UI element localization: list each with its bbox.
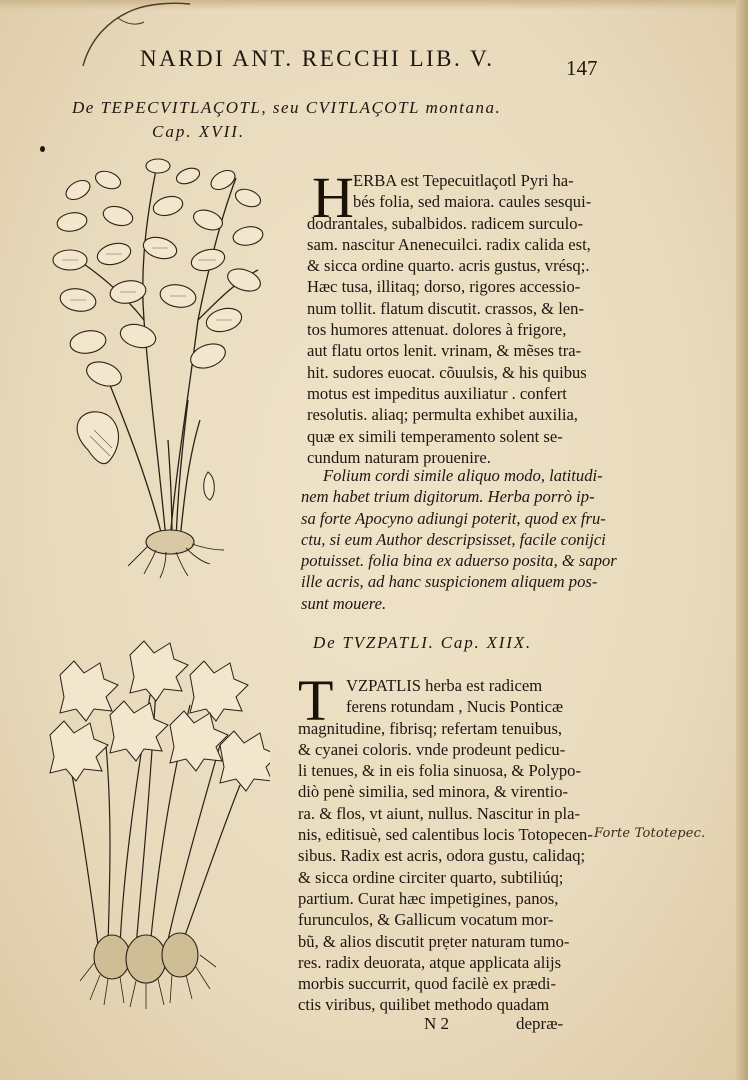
text-line: ERBA est Tepecuitlaçotl Pyri ha-	[353, 171, 574, 190]
chapter-1-title: De TEPECVITLAÇOTL, seu CVITLAÇOTL montana.	[72, 98, 502, 117]
page-right-edge	[736, 0, 748, 1080]
text-line: cundum naturam prouenire.	[307, 447, 491, 467]
text-line: sibus. Radix est acris, odora gustu, calidaq;	[298, 846, 586, 866]
text-line: res. radix deuorata, atque applicata alijs	[298, 952, 562, 972]
text-line: ctu, si eum Author descripsisset, facile conijci	[301, 529, 606, 549]
chapter-1-body	[307, 213, 591, 469]
chapter-1-dropcap: H	[312, 165, 354, 230]
text-line: partium. Curat hæc impetigines, panos,	[298, 888, 559, 908]
chapter-2-body-indented	[346, 675, 563, 718]
ink-dot	[40, 146, 45, 152]
text-line: & sicca ordine quarto. acris gustus, vrésq;.	[307, 256, 590, 276]
text-line: li tenues, & in eis folia sinuosa, & Polypo-	[298, 761, 581, 781]
page-number: 147	[566, 56, 598, 80]
chapter-2-body	[298, 718, 593, 1016]
text-line: hit. sudores euocat. cõuulsis, & his quibus	[307, 362, 587, 382]
chapter-2-title: De TVZPATLI. Cap. XIIX.	[313, 633, 532, 652]
text-line: dodrantales, subalbidos. radicem surculo-	[307, 213, 584, 233]
text-line: bũ, & alios discutit prẹter naturam tumo-	[298, 931, 570, 951]
text-line: Folium cordi simile aliquo modo, latitudi-	[323, 466, 603, 485]
text-line: resolutis. aliaq; permulta exhibet auxilia,	[307, 405, 578, 425]
text-line: bés folia, sed maiora. caules sesqui-	[353, 192, 592, 212]
text-line: quæ ex simili temperamento solent se-	[307, 426, 563, 446]
text-line: ctis viribus, quilibet methodo quadam	[298, 995, 550, 1015]
text-line: sunt mouere.	[301, 593, 387, 613]
chapter-1-body-indented	[353, 170, 591, 213]
text-line: sam. nascitur Anenecuilci. radix calida est,	[307, 234, 591, 254]
running-title: NARDI ANT. RECCHI LIB. V.	[140, 46, 495, 71]
text-line: ille acris, ad hanc suspicionem aliquem pos-	[301, 572, 598, 592]
text-line: num tollit. flatum discutit. crassos, & len-	[307, 298, 584, 318]
text-line: nis, editisuè, sed calentibus locis Totopecen-	[298, 825, 593, 845]
chapter-1-commentary	[301, 465, 617, 614]
text-line: & sicca ordine circiter quarto, subtiliúq;	[298, 867, 564, 887]
woodcut-plant-bottom-illustration	[40, 615, 270, 1010]
catchword: depræ-	[516, 1014, 564, 1033]
text-line: diò penè similia, sed minora, & virentio-	[298, 782, 569, 802]
text-line: ferens rotundam , Nucis Ponticæ	[346, 697, 564, 717]
text-line: furunculos, & Gallicum vocatum mor-	[298, 910, 554, 930]
text-line: motus est impeditus auxiliatur . confert	[307, 383, 567, 403]
text-line: tos humores attenuat. dolores à frigore,	[307, 320, 567, 340]
text-line: sa forte Apocyno adiungi poterit, quod ex fru-	[301, 508, 606, 528]
signature-mark: N 2	[424, 1014, 450, 1033]
chapter-2-dropcap: T	[298, 668, 334, 733]
chapter-1-number: Cap. XVII.	[152, 122, 246, 141]
text-line: morbis succurrit, quod facilè ex prædi-	[298, 974, 557, 994]
text-line: potuisset. folia bina ex aduerso posita, & sapor	[301, 551, 617, 571]
woodcut-plant-top-illustration	[48, 150, 268, 580]
text-line: & cyanei coloris. vnde prodeunt pedicu-	[298, 739, 566, 759]
margin-annotation: Forte Tototepec.	[594, 826, 706, 841]
text-line: ra. & flos, vt aiunt, nullus. Nascitur in pla-	[298, 803, 581, 823]
text-line: nem habet trium digitorum. Herba porrò ip-	[301, 487, 595, 507]
text-line: VZPATLIS herba est radicem	[346, 676, 543, 695]
text-line: magnitudine, fibrisq; refertam tenuibus,	[298, 718, 563, 738]
text-line: Hæc tusa, illitaq; dorso, rigores accessio-	[307, 277, 581, 297]
text-line: aut flatu ortos lenit. vrinam, & mẽses tra-	[307, 341, 582, 361]
